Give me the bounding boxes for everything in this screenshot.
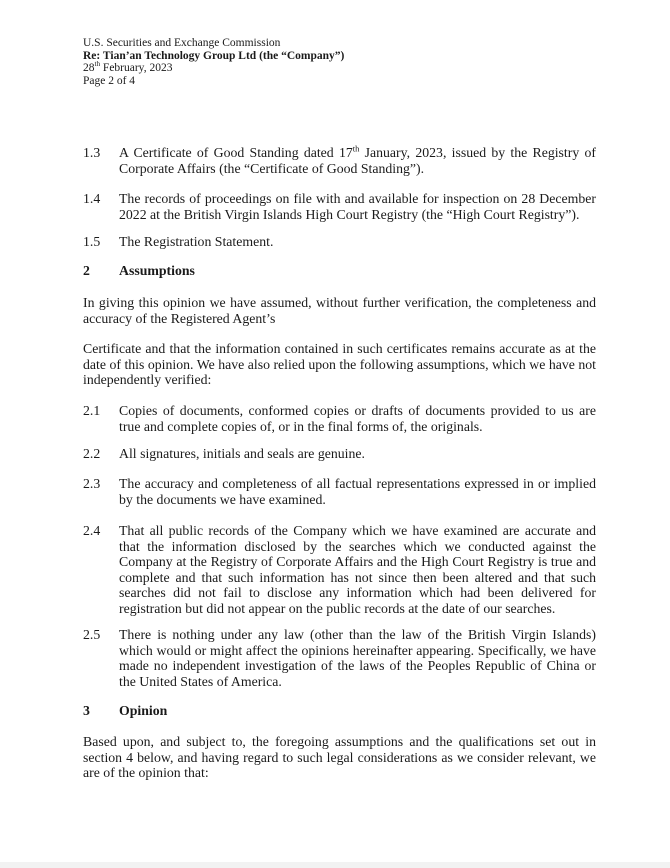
item-text: The records of proceedings on file with and available for inspection on 28 December 2022 at the British Virgin Islands High Court Registry (the “High Court Registry”). [119, 191, 596, 222]
item-1-4 [83, 191, 596, 222]
header-date-day: 28 [83, 62, 95, 75]
item-text: That all public records of the Company which we have examined are accurate and that the information disclosed by the searches which we conducted against the Company at the Registry of Corporate Affairs and the High Court Registry is true and complete and that such information has not since then been altered and that such searches did not fail to disclose any information which had been delivered for registration but did not appear on the public records at the date of our searches. [119, 523, 596, 616]
item-text-suffix: th [352, 143, 360, 154]
item-text: The accuracy and completeness of all factual representations expressed in or implied by the documents we have examined. [119, 476, 596, 507]
section-title: Assumptions [119, 263, 195, 278]
header-subject: Re: Tian’an Technology Group Ltd (the “Company”) [83, 49, 345, 62]
assumption-2-2 [83, 446, 596, 462]
item-number: 1.3 [83, 145, 101, 160]
letter-header [83, 37, 344, 87]
item-1-3 [83, 145, 596, 176]
item-text-part: A Certificate of Good Standing dated 17 [119, 145, 353, 160]
assumption-2-3 [83, 476, 596, 507]
item-text-part: January, 2023, issued by the Registry of Corporate Affairs (the “Certificate of Good Standing”). [119, 145, 596, 176]
assumption-2-5 [83, 627, 596, 689]
item-text: All signatures, initials and seals are genuine. [119, 446, 365, 461]
item-number: 2.2 [83, 446, 101, 461]
assumption-2-1 [83, 403, 596, 434]
header-page-number: Page 2 of 4 [83, 74, 136, 87]
item-number: 1.5 [83, 234, 101, 249]
item-text: The Registration Statement. [119, 234, 274, 249]
section-title: Opinion [119, 703, 168, 718]
item-text: Copies of documents, conformed copies or drafts of documents provided to us are true and complete copies of, or in the final forms of, the originals. [119, 403, 596, 434]
header-recipient: U.S. Securities and Exchange Commission [83, 37, 281, 49]
item-number: 2.5 [83, 627, 101, 642]
item-number: 2.4 [83, 523, 101, 538]
item-text [119, 145, 596, 176]
assumption-2-4 [83, 523, 596, 617]
item-number: 2.3 [83, 476, 101, 491]
header-date-rest: February, 2023 [100, 62, 173, 75]
item-1-5 [83, 234, 596, 250]
section-number: 2 [83, 263, 90, 278]
page-bottom-edge [0, 862, 670, 868]
item-number: 1.4 [83, 191, 101, 206]
item-number: 2.1 [83, 403, 101, 418]
section-3-paragraph: Based upon, and subject to, the foregoing assumptions and the qualifications set out in section 4 below, and having regard to such legal considerations as we consider relevant, we are of the opinion that: [83, 734, 596, 781]
header-date [83, 62, 344, 75]
section-2-paragraph-1: In giving this opinion we have assumed, without further verification, the completeness and accuracy of the Registered Agent’s [83, 295, 596, 326]
item-text: There is nothing under any law (other than the law of the British Virgin Islands) which would or might affect the opinions hereinafter appearing. Specifically, we have made no independent investigation of the laws of the Peoples Republic of China or the United States of America. [119, 627, 596, 689]
header-date-suffix: th [94, 60, 101, 69]
section-number: 3 [83, 703, 90, 718]
section-2-paragraph-2: Certificate and that the information contained in such certificates remains accurate as at the date of this opinion. We have also relied upon the following assumptions, which we have not independently verified: [83, 341, 596, 388]
